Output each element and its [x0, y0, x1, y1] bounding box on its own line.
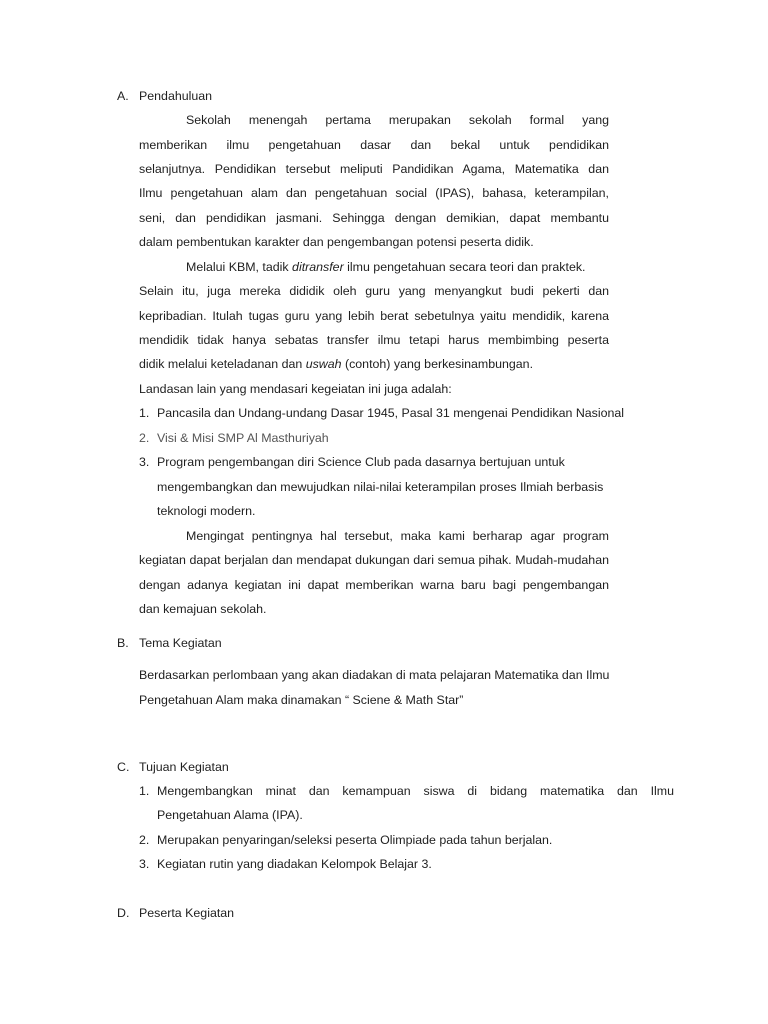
paragraph-line: Sekolah menengah pertama merupakan sekolah formal yang	[186, 113, 609, 127]
paragraph-line: seni, dan pendidikan jasmani. Sehingga dengan demikian, dapat membantu	[139, 211, 609, 225]
list-text: Program pengembangan diri Science Club pada dasarnya bertujuan untuk	[157, 455, 565, 469]
text-run: (contoh) yang berkesinambungan.	[341, 357, 534, 371]
section-a-heading	[117, 89, 637, 103]
list-number: 2.	[139, 833, 150, 847]
list-number: 1.	[139, 784, 150, 798]
paragraph-line	[186, 260, 585, 274]
list-text-continued: mengembangkan dan mewujudkan nilai-nilai keterampilan proses Ilmiah berbasis	[157, 480, 604, 494]
list-text-continued: Pengetahuan Alama (IPA).	[157, 808, 303, 822]
list-text: Kegiatan rutin yang diadakan Kelompok Belajar 3.	[157, 857, 432, 871]
list-number: 2.	[139, 431, 150, 445]
section-b-heading	[117, 636, 637, 650]
section-a-title: Pendahuluan	[139, 89, 213, 103]
list-item	[139, 784, 674, 798]
text-run: didik melalui keteladanan dan	[139, 357, 306, 371]
list-number: 1.	[139, 406, 150, 420]
paragraph-line: kegiatan dapat berjalan dan mendapat dukungan dari semua pihak. Mudah-mudahan	[139, 553, 609, 567]
list-item	[139, 431, 329, 445]
section-a-letter: A.	[117, 89, 129, 103]
paragraph-line: Berdasarkan perlombaan yang akan diadakan di mata pelajaran Matematika dan Ilmu	[139, 668, 610, 682]
text-run: ilmu pengetahuan secara teori dan praktek.	[343, 260, 586, 274]
italic-term: uswah	[305, 357, 342, 371]
section-c-heading	[117, 760, 637, 774]
paragraph-line: dalam pembentukan karakter dan pengembangan potensi peserta didik.	[139, 235, 534, 249]
list-number: 3.	[139, 857, 150, 871]
list-text: Mengembangkan minat dan kemampuan siswa di bidang matematika dan Ilmu	[157, 784, 674, 798]
section-c-letter: C.	[117, 760, 130, 774]
list-item	[139, 406, 624, 420]
section-c-title: Tujuan Kegiatan	[139, 760, 229, 774]
list-text: Merupakan penyaringan/seleksi peserta Olimpiade pada tahun berjalan.	[157, 833, 553, 847]
paragraph-line: dengan adanya kegiatan ini dapat memberikan warna baru bagi pengembangan	[139, 578, 609, 592]
section-d-heading	[117, 906, 637, 920]
paragraph-line: mendidik tidak hanya sebatas transfer ilmu tetapi harus membimbing peserta	[139, 333, 609, 347]
list-item	[139, 833, 552, 847]
italic-term: ditransfer	[292, 260, 344, 274]
list-number: 3.	[139, 455, 150, 469]
text-run: Melalui KBM, tadik	[186, 260, 293, 274]
section-b-title: Tema Kegiatan	[139, 636, 222, 650]
paragraph-line: selanjutnya. Pendidikan tersebut meliputi Pandidikan Agama, Matematika dan	[139, 162, 609, 176]
list-text-continued: teknologi modern.	[157, 504, 256, 518]
paragraph-line: memberikan ilmu pengetahuan dasar dan bekal untuk pendidikan	[139, 138, 609, 152]
landasan-line: Landasan lain yang mendasari kegeiatan ini juga adalah:	[139, 382, 452, 396]
paragraph-line: Selain itu, juga mereka dididik oleh guru yang menyangkut budi pekerti dan	[139, 284, 609, 298]
list-text: Pancasila dan Undang-undang Dasar 1945, Pasal 31 mengenai Pendidikan Nasional	[157, 406, 625, 420]
list-text: Visi & Misi SMP Al Masthuriyah	[157, 431, 329, 445]
section-d-letter: D.	[117, 906, 130, 920]
paragraph-line: kepribadian. Itulah tugas guru yang lebih berat sebetulnya yaitu mendidik, karena	[139, 309, 609, 323]
list-item	[139, 455, 565, 469]
paragraph-line: dan kemajuan sekolah.	[139, 602, 267, 616]
paragraph-line: Ilmu pengetahuan alam dan pengetahuan social (IPAS), bahasa, keterampilan,	[139, 186, 609, 200]
paragraph-line: Pengetahuan Alam maka dinamakan “ Sciene & Math Star”	[139, 693, 464, 707]
list-item	[139, 857, 432, 871]
paragraph-line	[139, 357, 533, 371]
section-b-letter: B.	[117, 636, 129, 650]
section-d-title: Peserta Kegiatan	[139, 906, 235, 920]
paragraph-line: Mengingat pentingnya hal tersebut, maka kami berharap agar program	[186, 529, 609, 543]
